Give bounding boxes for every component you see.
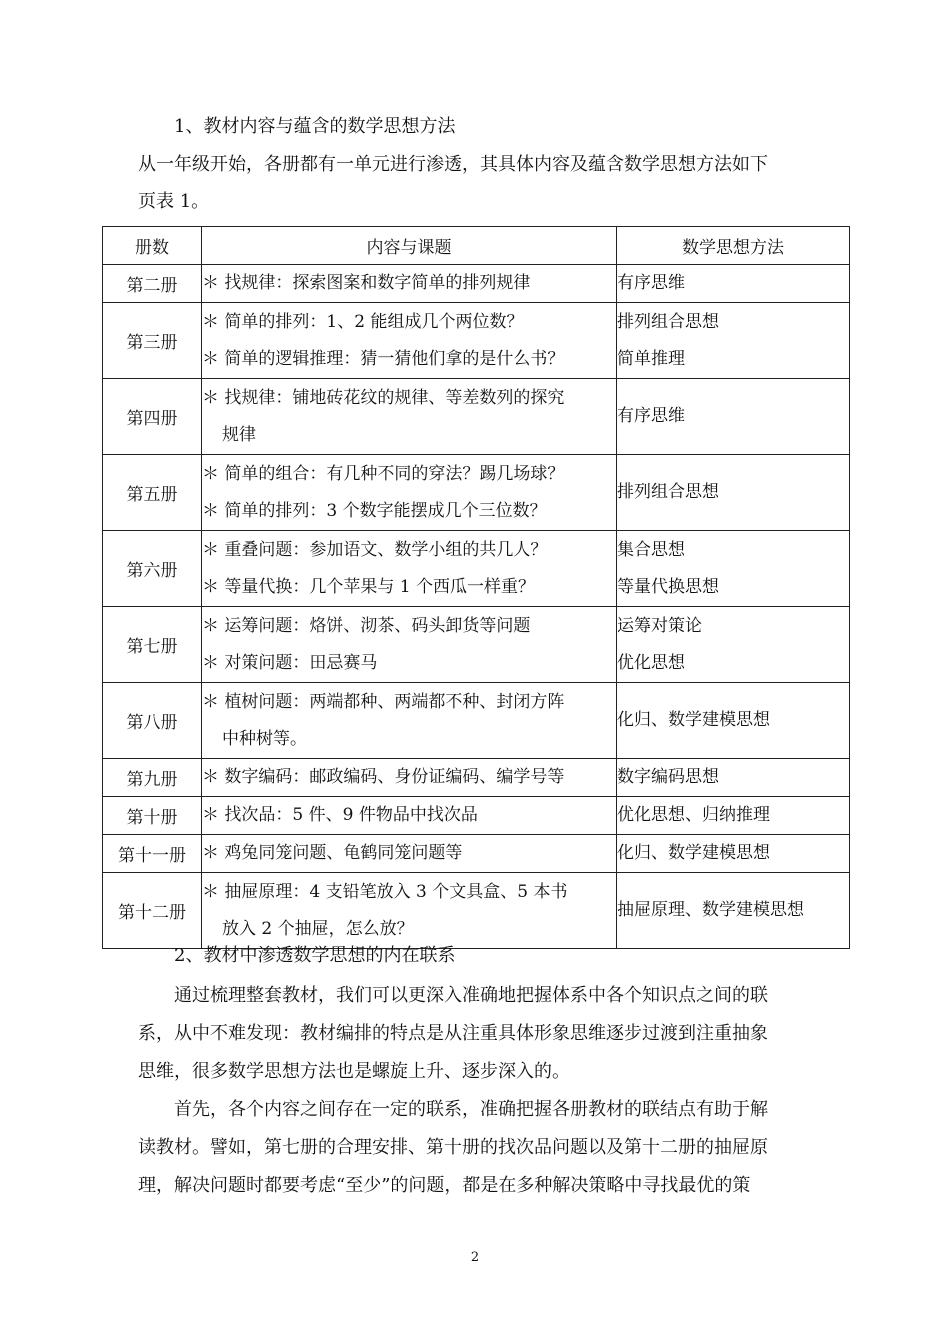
content-line: 规律 xyxy=(222,424,256,445)
method-cell xyxy=(617,303,850,379)
content-line: 放入 2 个抽屉，怎么放？ xyxy=(222,918,414,939)
content-line: ＊ 植树问题：两端都种、两端都不种、封闭方阵 xyxy=(202,691,565,712)
method-line: 有序思维 xyxy=(617,273,685,293)
content-line: ＊ 鸡兔同笼问题、龟鹤同笼问题等 xyxy=(202,843,463,863)
table-row xyxy=(103,683,850,759)
content-line: ＊ 找规律：探索图案和数字简单的排列规律 xyxy=(202,273,531,293)
book-cell: 第十一册 xyxy=(103,835,202,873)
paragraph-1-line-1: 通过梳理整套教材，我们可以更深入准确地把握体系中各个知识点之间的联 xyxy=(174,985,768,1006)
header-method: 数学思想方法 xyxy=(617,227,850,265)
content-line: ＊ 抽屉原理：4 支铅笔放入 3 个文具盒、5 本书 xyxy=(202,881,568,902)
book-cell: 第三册 xyxy=(103,303,202,379)
method-cell xyxy=(617,531,850,607)
content-cell xyxy=(202,265,617,303)
method-cell xyxy=(617,683,850,759)
method-line: 排列组合思想 xyxy=(617,311,719,332)
content-line: ＊ 找次品：5 件、9 件物品中找次品 xyxy=(202,805,478,825)
book-cell: 第二册 xyxy=(103,265,202,303)
content-line: ＊ 简单的组合：有几种不同的穿法？踢几场球？ xyxy=(202,463,565,484)
section-heading-2: 2、教材中渗透数学思想的内在联系 xyxy=(174,945,456,966)
method-line: 优化思想 xyxy=(617,652,685,673)
content-line: ＊ 简单的排列：1、2 能组成几个两位数？ xyxy=(202,311,524,332)
content-cell xyxy=(202,759,617,797)
book-cell: 第四册 xyxy=(103,379,202,455)
intro-text-line-2: 页表 1。 xyxy=(138,191,210,212)
method-cell xyxy=(617,835,850,873)
book-cell: 第十册 xyxy=(103,797,202,835)
intro-text-line-1: 从一年级开始，各册都有一单元进行渗透，其具体内容及蕴含数学思想方法如下 xyxy=(138,154,768,175)
content-line: 中种树等。 xyxy=(222,728,307,749)
content-cell xyxy=(202,607,617,683)
method-line: 数字编码思想 xyxy=(617,767,719,787)
paragraph-1-line-3: 思维，很多数学思想方法也是螺旋上升、逐步深入的。 xyxy=(138,1061,570,1082)
table-header-row xyxy=(103,227,850,265)
content-cell xyxy=(202,379,617,455)
table-row xyxy=(103,607,850,683)
method-cell xyxy=(617,379,850,455)
table-row xyxy=(103,531,850,607)
method-line: 运筹对策论 xyxy=(617,615,702,636)
table-row xyxy=(103,797,850,835)
method-line: 简单推理 xyxy=(617,348,685,369)
paragraph-2-line-1: 首先，各个内容之间存在一定的联系，准确把握各册教材的联结点有助于解 xyxy=(174,1099,768,1120)
content-line: ＊ 数字编码：邮政编码、身份证编码、编学号等 xyxy=(202,767,565,787)
table-row xyxy=(103,303,850,379)
content-line: ＊ 等量代换：几个苹果与 1 个西瓜一样重？ xyxy=(202,576,536,597)
book-cell: 第七册 xyxy=(103,607,202,683)
header-content: 内容与课题 xyxy=(202,227,617,265)
content-line: ＊ 重叠问题：参加语文、数学小组的共几人？ xyxy=(202,539,548,560)
content-cell xyxy=(202,797,617,835)
table-row xyxy=(103,759,850,797)
table-row xyxy=(103,835,850,873)
content-cell xyxy=(202,303,617,379)
content-cell xyxy=(202,683,617,759)
content-line: ＊ 找规律：铺地砖花纹的规律、等差数列的探究 xyxy=(202,387,565,408)
method-line: 有序思维 xyxy=(617,406,685,426)
content-line: ＊ 简单的逻辑推理：猜一猜他们拿的是什么书？ xyxy=(202,348,565,369)
header-book: 册数 xyxy=(103,227,202,265)
book-cell: 第六册 xyxy=(103,531,202,607)
paragraph-2-line-3: 理，解决问题时都要考虑“至少”的问题，都是在多种解决策略中寻找最优的策 xyxy=(138,1175,751,1196)
content-table xyxy=(102,226,850,949)
table-row xyxy=(103,379,850,455)
paragraph-2-line-2: 读教材。譬如，第七册的合理安排、第十册的找次品问题以及第十二册的抽屉原 xyxy=(138,1137,768,1158)
method-cell xyxy=(617,265,850,303)
method-cell xyxy=(617,455,850,531)
method-line: 等量代换思想 xyxy=(617,576,719,597)
content-cell xyxy=(202,835,617,873)
content-cell xyxy=(202,455,617,531)
paragraph-1-line-2: 系，从中不难发现：教材编排的特点是从注重具体形象思维逐步过渡到注重抽象 xyxy=(138,1023,768,1044)
method-line: 集合思想 xyxy=(617,539,685,560)
method-cell xyxy=(617,759,850,797)
book-cell: 第八册 xyxy=(103,683,202,759)
content-line: ＊ 对策问题：田忌赛马 xyxy=(202,652,378,673)
method-line: 抽屉原理、数学建模思想 xyxy=(617,900,804,920)
method-cell xyxy=(617,607,850,683)
section-heading-1: 1、教材内容与蕴含的数学思想方法 xyxy=(174,116,456,137)
table-row xyxy=(103,265,850,303)
method-line: 化归、数学建模思想 xyxy=(617,710,770,730)
method-cell xyxy=(617,797,850,835)
table-row xyxy=(103,455,850,531)
method-line: 优化思想、归纳推理 xyxy=(617,805,770,825)
book-cell: 第五册 xyxy=(103,455,202,531)
content-line: ＊ 运筹问题：烙饼、沏茶、码头卸货等问题 xyxy=(202,615,531,636)
content-line: ＊ 简单的排列：3 个数字能摆成几个三位数？ xyxy=(202,500,547,521)
method-line: 化归、数学建模思想 xyxy=(617,843,770,863)
book-cell: 第十二册 xyxy=(103,873,202,949)
method-line: 排列组合思想 xyxy=(617,482,719,502)
page-number: 2 xyxy=(470,1250,480,1265)
content-cell xyxy=(202,531,617,607)
book-cell: 第九册 xyxy=(103,759,202,797)
